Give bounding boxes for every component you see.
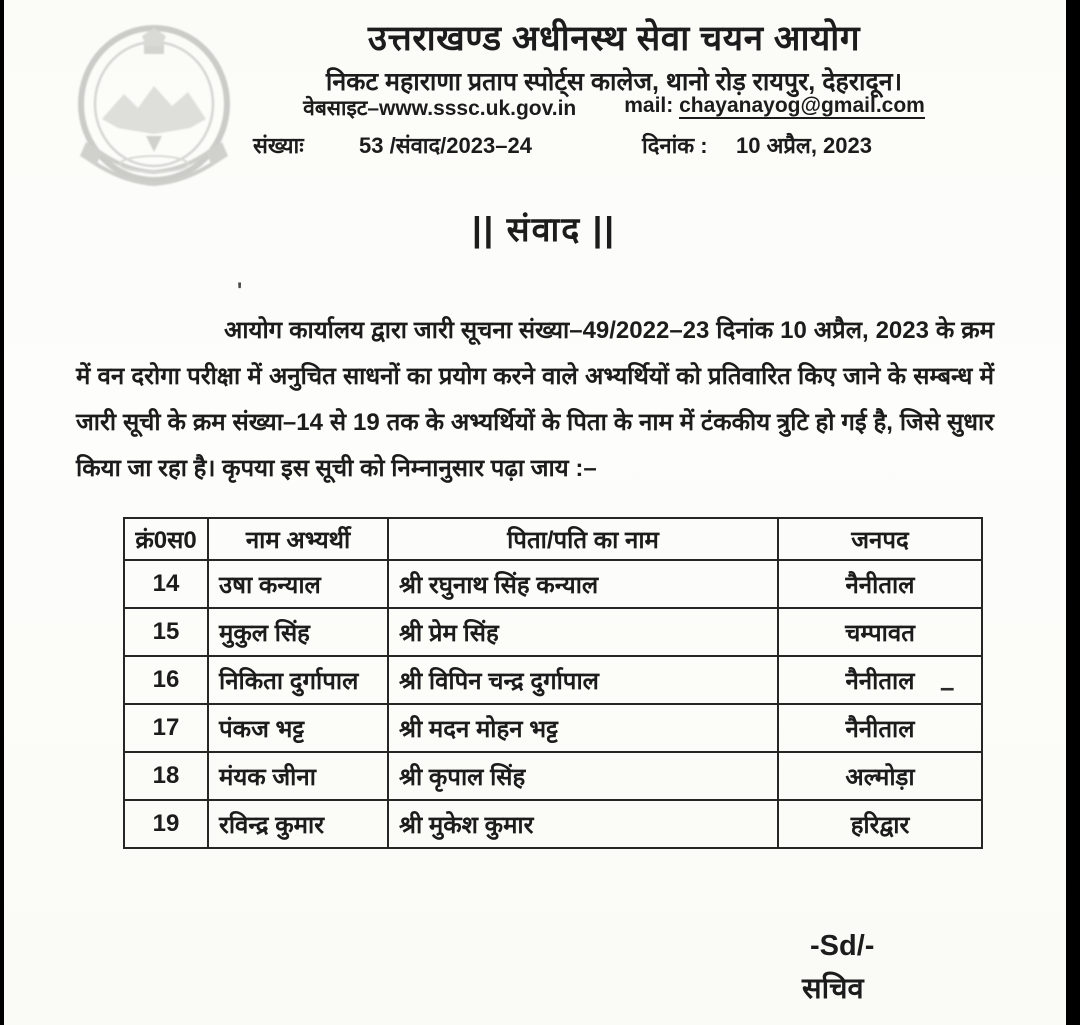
cell-district: चम्पावत xyxy=(778,608,982,656)
table-row xyxy=(124,608,982,656)
date-value: 10 अप्रैल, 2023 xyxy=(736,133,872,158)
table-row xyxy=(124,656,982,704)
cell-district: नैनीताल xyxy=(778,560,982,608)
organization-address: निकट महाराणा प्रताप स्पोर्ट्स कालेज, थानो रोड़ रायपुर, देहरादून। xyxy=(325,68,903,96)
scan-artifact-tick: ' xyxy=(237,278,243,303)
cell-candidate-name: निकिता दुर्गापाल xyxy=(208,656,388,704)
cell-father-name: श्री कृपाल सिंह xyxy=(388,752,778,800)
commission-seal-logo xyxy=(72,24,236,192)
cell-father-name: श्री मुकेश कुमार xyxy=(388,800,778,848)
contact-line xyxy=(244,94,984,122)
organization-name: उत्तराखण्ड अधीनस्थ सेवा चयन आयोग xyxy=(367,19,861,58)
table-row xyxy=(124,800,982,848)
cell-candidate-name: मुकुल सिंह xyxy=(208,608,388,656)
table-row xyxy=(124,704,982,752)
header-serial: क्रं0स0 xyxy=(124,518,208,560)
email-address: chayanayog@gmail.com xyxy=(679,94,925,117)
header-district: जनपद xyxy=(778,518,982,560)
correction-table xyxy=(123,517,983,849)
date-label: दिनांक : xyxy=(642,133,708,158)
number-value: 53 /संवाद/2023–24 xyxy=(359,133,532,158)
signature-sd: -Sd/- xyxy=(810,930,875,962)
header-candidate-name: नाम अभ्यर्थी xyxy=(208,518,388,560)
cell-district: अल्मोड़ा xyxy=(778,752,982,800)
cell-serial: 16 xyxy=(124,656,208,704)
cell-serial: 19 xyxy=(124,800,208,848)
email-label: mail: xyxy=(624,94,674,117)
document-title: || संवाद || xyxy=(472,211,616,249)
cell-candidate-name: पंकज भट्ट xyxy=(208,704,388,752)
cell-serial: 17 xyxy=(124,704,208,752)
scan-artifact-dash: – xyxy=(940,672,955,702)
signature-designation: सचिव xyxy=(802,973,864,1005)
table-row xyxy=(124,752,982,800)
body-paragraph: आयोग कार्यालय द्वारा जारी सूचना संख्या–49/2022–23 दिनांक 10 अप्रैल, 2023 के क्रम में वन दरोगा परीक्षा में अनुचित साधनों का प्रयोग करने वाले अभ्यर्थियों को प्रतिवारित किए जाने के सम्बन्ध में जारी सूची के क्रम संख्या–14 से 19 तक के अभ्यर्थियों के पिता के नाम में टंककीय त्रुटि हो गई है, जिसे सुधार किया जा रहा है। कृपया इस सूची को निम्नानुसार पढ़ा जाय :– xyxy=(76,317,994,482)
email-line xyxy=(624,94,925,122)
cell-serial: 18 xyxy=(124,752,208,800)
cell-candidate-name: मंयक जीना xyxy=(208,752,388,800)
number-label: संख्याः xyxy=(253,133,304,158)
cell-district: नैनीताल xyxy=(778,704,982,752)
table-header-row xyxy=(124,518,982,560)
cell-serial: 15 xyxy=(124,608,208,656)
scanned-document-page xyxy=(4,0,1066,1025)
photo-edge-black-bar xyxy=(1066,0,1080,1025)
cell-father-name: श्री रघुनाथ सिंह कन्याल xyxy=(388,560,778,608)
header-father-name: पिता/पति का नाम xyxy=(388,518,778,560)
website-text: वेबसाइट–www.sssc.uk.gov.in xyxy=(303,97,577,120)
cell-father-name: श्री प्रेम सिंह xyxy=(388,608,778,656)
cell-serial: 14 xyxy=(124,560,208,608)
cell-candidate-name: रविन्द्र कुमार xyxy=(208,800,388,848)
cell-district: नैनीताल xyxy=(778,656,982,704)
cell-father-name: श्री विपिन चन्द्र दुर्गापाल xyxy=(388,656,778,704)
cell-father-name: श्री मदन मोहन भट्ट xyxy=(388,704,778,752)
cell-candidate-name: उषा कन्याल xyxy=(208,560,388,608)
table-row xyxy=(124,560,982,608)
cell-district: हरिद्वार xyxy=(778,800,982,848)
